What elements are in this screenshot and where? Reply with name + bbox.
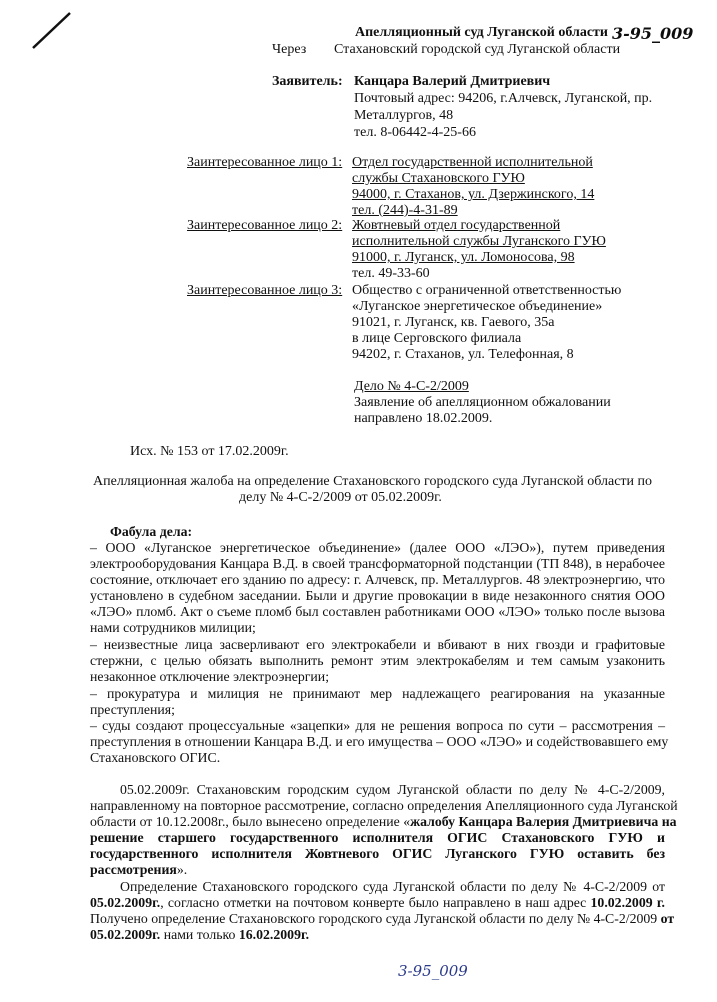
- handwritten-case-ref: 3-95_009: [612, 24, 694, 43]
- handwritten-footer-ref: 3-95_009: [398, 962, 468, 980]
- p6-line4-date: 05.02.2009г.: [90, 927, 161, 942]
- via-label: Через: [272, 42, 307, 57]
- fact4-line3: Стахановского ОГИС.: [90, 750, 221, 765]
- p5-line5: государственного исполнителя Жовтневого ОГИС Луганского ГУЮ оставить без: [90, 846, 665, 861]
- party3-label: Заинтересованное лицо 3:: [187, 283, 343, 298]
- party1-label: Заинтересованное лицо 1:: [187, 155, 343, 170]
- party3-line1: Общество с ограниченной ответственностью: [352, 283, 622, 298]
- case-note-2: направлено 18.02.2009.: [354, 411, 493, 426]
- p6-line2-date: 05.02.2009г.: [90, 895, 161, 910]
- applicant-address-2: Металлургов, 48: [354, 108, 454, 123]
- p6-line1-text: Определение Стахановского городского суда Луганской области по делу № 4-С-2/2009 от: [120, 879, 665, 894]
- applicant-address-1: Почтовый адрес: 94206, г.Алчевск, Луганской, пр.: [354, 91, 653, 106]
- applicant-label: Заявитель:: [272, 74, 343, 89]
- facts-heading: Фабула дела:: [110, 524, 193, 539]
- fact1-line5: «ЛЭО» пломб. Акт о съеме пломб был составлен работниками ООО «ЛЭО» только после вызова: [90, 604, 665, 619]
- fact1-line1: – ООО «Луганское энергетическое объединение» (далее ООО «ЛЭО»), путем приведения: [90, 540, 665, 555]
- fact1-line3: состояние, отключает его зданию по адресу: г. Алчевск, пр. Металлургов. 48 электроэнергию, что: [90, 572, 665, 587]
- p6-line2-text: , согласно отметки на почтовом конверте было направлено в наш адрес: [160, 895, 591, 910]
- fact3-line1: – прокуратура и милиция не принимают мер надлежащего реагирования на указанные: [90, 686, 665, 701]
- p6-line3: [90, 911, 675, 927]
- p6-line2-date2: 10.02.2009 г.: [590, 895, 665, 910]
- party3-line4: в лице Серговского филиала: [352, 331, 522, 346]
- party2-line2: исполнительной службы Луганского ГУЮ: [352, 234, 606, 249]
- pen-stroke-mark: [30, 8, 75, 53]
- via-court: Стахановский городской суд Луганской области: [334, 42, 621, 57]
- party2-phone: тел. 49-33-60: [352, 266, 430, 281]
- subject-line-1: Апелляционная жалоба на определение Стахановского городского суда Луганской области по: [93, 474, 653, 489]
- fact3-line2: преступления;: [90, 702, 175, 717]
- p6-line2: [90, 895, 665, 911]
- p5-line3: [90, 814, 677, 830]
- p5-line1: [120, 782, 665, 798]
- party3-line2: «Луганское энергетическое объединение»: [352, 299, 603, 314]
- p5-line1-text: 05.02.2009г. Стахановским городским судом Луганской области по делу № 4-С-2/2009,: [120, 782, 665, 797]
- p5-line6-bold: рассмотрения: [90, 862, 177, 877]
- p5-line6-text: ».: [176, 862, 188, 877]
- fact1-line2: электрооборудования Канцара В.Д. в своей трансформаторной подстанции (ТП 848), в нерабочее: [90, 556, 665, 571]
- p6-line3-bold: от: [660, 911, 675, 926]
- fact2-line3: незаконное отключение электроэнергии;: [90, 669, 330, 684]
- party2-line1: Жовтневый отдел государственной: [352, 218, 561, 233]
- case-number: Дело № 4-С-2/2009: [354, 379, 469, 394]
- outgoing-number: Исх. № 153 от 17.02.2009г.: [130, 444, 289, 459]
- p5-line4: решение старшего государственного исполнителя ОГИС Стахановского ГУЮ и: [90, 830, 665, 845]
- fact2-line1: – неизвестные лица засверливают его электрокабели и вбивают в них гвозди и графитовые: [90, 637, 665, 652]
- court-addressee: Апелляционный суд Луганской области: [355, 25, 608, 40]
- party1-line1: Отдел государственной исполнительной: [352, 155, 593, 170]
- fact1-line6: нами сотрудников милиции;: [90, 620, 256, 635]
- party1-phone: тел. (244)-4-31-89: [352, 203, 458, 218]
- p6-line4-date2: 16.02.2009г.: [238, 927, 310, 942]
- fact1-line4: установлено в судебном заседании. Были и другие провокации в виде незаконного снятия ООО: [90, 588, 665, 603]
- p6-line4: [90, 927, 309, 943]
- p5-line3-bold: жалобу Канцара Валерия Дмитриевича на: [410, 814, 677, 829]
- party1-line2: службы Стахановского ГУЮ: [352, 171, 525, 186]
- p5-line3-text: области от 10.12.2008г., было вынесено определение «: [90, 814, 411, 829]
- subject-line-2: делу № 4-С-2/2009 от 05.02.2009г.: [239, 490, 442, 505]
- applicant-phone: тел. 8-06442-4-25-66: [354, 125, 476, 140]
- party1-line3: 94000, г. Стаханов, ул. Дзержинского, 14: [352, 187, 595, 202]
- p5-line2: направленному на повторное рассмотрение, согласно определения Апелляционного суда Луганской: [90, 798, 678, 813]
- fact2-line2: стержни, с целью обязать выполнить ремонт этим электрокабелям и тем самым узаконить: [90, 653, 665, 668]
- party3-line3: 91021, г. Луганск, кв. Гаевого, 35а: [352, 315, 555, 330]
- party3-line5: 94202, г. Стаханов, ул. Телефонная, 8: [352, 347, 574, 362]
- fact4-line1: – суды создают процессуальные «зацепки» для не решения вопроса по сути – рассмотрения –: [90, 718, 665, 733]
- p6-line4-text: нами только: [160, 927, 239, 942]
- p6-line1: [120, 879, 665, 895]
- p6-line3-text: Получено определение Стахановского городского суда Луганской области по делу № 4-С-2/2009: [90, 911, 661, 926]
- fact4-line2: преступления в отношении Канцара В.Д. и его имущества – ООО «ЛЭО» и содействовавшего ему: [90, 734, 669, 749]
- case-note-1: Заявление об апелляционном обжаловании: [354, 395, 611, 410]
- applicant-name: Канцара Валерий Дмитриевич: [354, 74, 551, 89]
- p5-line6: [90, 862, 187, 878]
- party2-line3: 91000, г. Луганск, ул. Ломоносова, 98: [352, 250, 575, 265]
- party2-label: Заинтересованное лицо 2:: [187, 218, 343, 233]
